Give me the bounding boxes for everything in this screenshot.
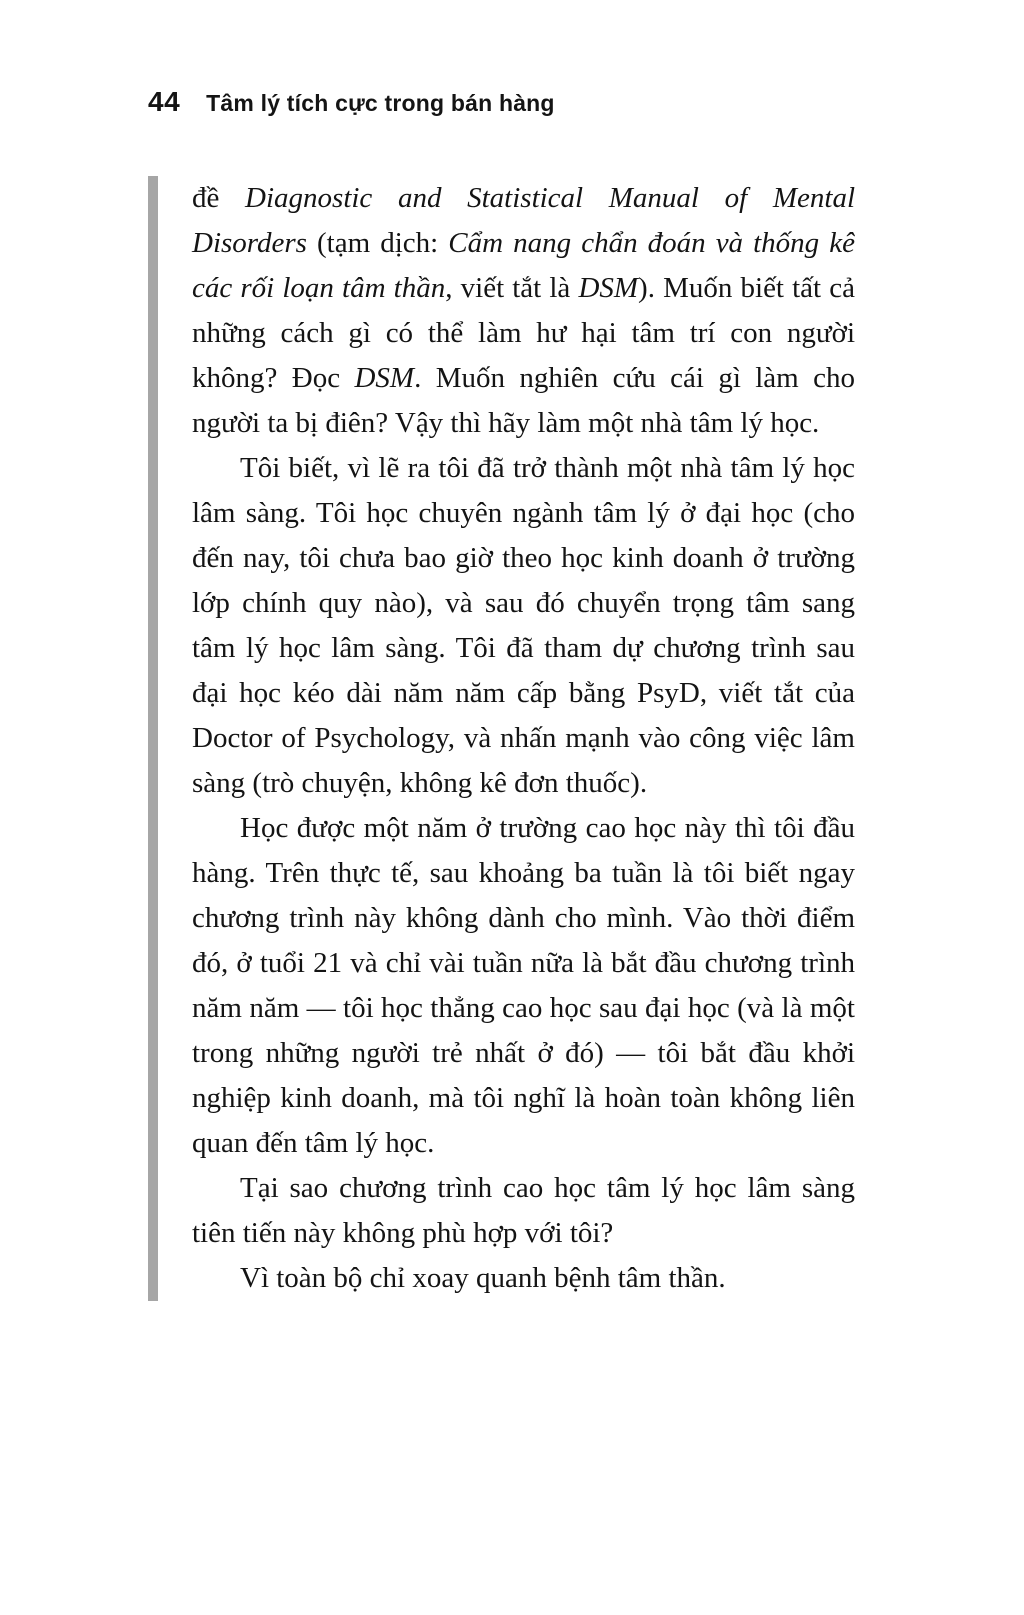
text-segment: Tôi biết, vì lẽ ra tôi đã trở thành một nhà tâm lý học lâm sàng. Tôi học chuyên ngành tâm lý ở đại học (cho đến nay, tôi chưa bao giờ theo học kinh doanh ở trường lớp chính quy nào), và sau đó chuyển trọng tâm sang tâm lý học lâm sàng. Tôi đã tham dự chương trình sau đại học kéo dài năm năm cấp bằng PsyD, viết tắt của Doctor of Psychology, và nhấn mạnh vào công việc lâm sàng (trò chuyện, không kê đơn thuốc). xyxy=(192,452,855,799)
text-segment: , viết tắt là xyxy=(445,272,579,304)
paragraph xyxy=(192,1166,855,1256)
text-segment: Tại sao chương trình cao học tâm lý học lâm sàng tiên tiến này không phù hợp với tôi? xyxy=(192,1172,855,1249)
content-area xyxy=(148,176,855,1301)
text-segment: . Muốn nghiên cứu cái gì làm cho người ta bị điên? Vậy thì hãy làm một nhà tâm lý học. xyxy=(192,362,855,439)
page-header xyxy=(148,86,555,118)
italic-text-segment: DSM xyxy=(578,272,639,304)
italic-text-segment: DSM xyxy=(354,362,415,394)
text-segment: (tạm dịch: xyxy=(306,227,449,259)
paragraph xyxy=(192,446,855,806)
italic-text-segment: Cẩm nang chẩn đoán và thống kê các rối loạn tâm thần xyxy=(192,227,855,304)
text-segment: đề xyxy=(192,182,246,214)
paragraph xyxy=(192,1256,855,1301)
text-segment: Vì toàn bộ chỉ xoay quanh bệnh tâm thần. xyxy=(240,1262,726,1294)
left-accent-bar xyxy=(148,176,158,1301)
text-segment: Học được một năm ở trường cao học này thì tôi đầu hàng. Trên thực tế, sau khoảng ba tuần là tôi biết ngay chương trình này không dành cho mình. Vào thời điểm đó, ở tuổi 21 và chỉ vài tuần nữa là bắt đầu chương trình năm năm — tôi học thẳng cao học sau đại học (và là một trong những người trẻ nhất ở đó) — tôi bắt đầu khởi nghiệp kinh doanh, mà tôi nghĩ là hoàn toàn không liên quan đến tâm lý học. xyxy=(192,812,855,1159)
paragraph xyxy=(192,176,855,446)
text-segment: ). Muốn biết tất cả những cách gì có thể làm hư hại tâm trí con người không? Đọc xyxy=(192,272,855,394)
paragraph xyxy=(192,806,855,1166)
page-number: 44 xyxy=(148,86,181,117)
italic-text-segment: Diagnostic and Statistical Manual of Mental Disorders xyxy=(192,182,855,259)
book-title: Tâm lý tích cực trong bán hàng xyxy=(206,90,555,116)
body-paragraphs xyxy=(192,176,855,1301)
